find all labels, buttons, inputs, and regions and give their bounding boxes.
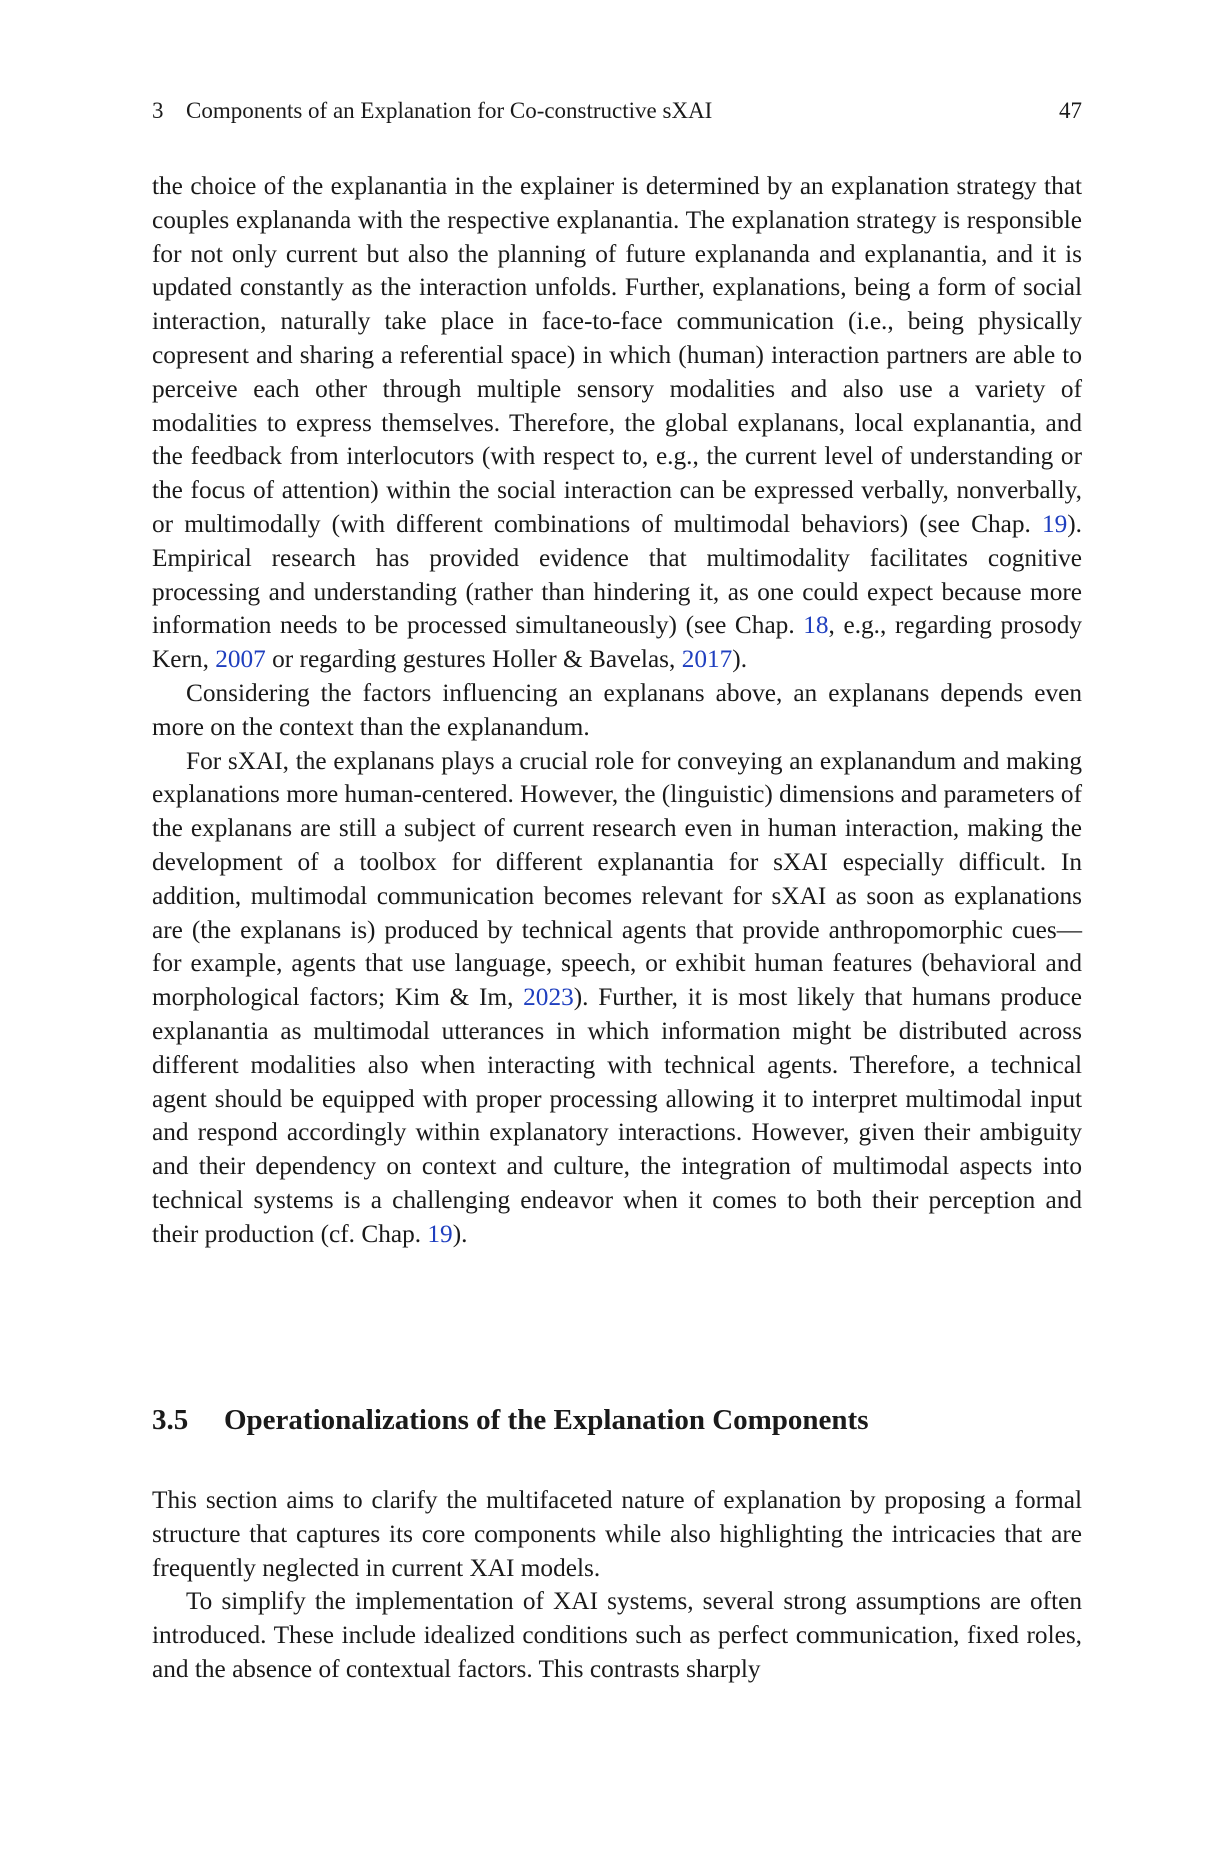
paragraph-text: ). xyxy=(732,645,748,674)
paragraph-1 xyxy=(152,170,1082,677)
citation-link[interactable]: 2007 xyxy=(215,645,266,674)
chapter-number: 3 xyxy=(152,98,164,123)
chapter-reference-link[interactable]: 18 xyxy=(803,611,829,640)
section-number: 3.5 xyxy=(152,1404,189,1436)
paragraph-text: ). xyxy=(452,1219,468,1248)
citation-link[interactable]: 2023 xyxy=(523,983,574,1012)
chapter-reference-link[interactable]: 19 xyxy=(427,1219,453,1248)
chapter-reference-link[interactable]: 19 xyxy=(1041,509,1068,538)
paragraph-2: Considering the factors influencing an explanans above, an explanans depends even more on the context than the explanandum. xyxy=(152,678,1082,741)
paragraph-text: , e.g., regarding prosody Kern, xyxy=(152,611,1082,674)
running-head xyxy=(152,96,1082,126)
paragraph-4: This section aims to clarify the multifaceted nature of explanation by proposing a formal structure that captures its core components while also highlighting the intricacies that are frequently neglected in current XAI models. xyxy=(152,1486,1082,1582)
section-heading xyxy=(152,1402,1082,1438)
paragraph-text: ). Empirical research has provided evidence that multimodality facilitates cognitive processing and understanding (rather than hindering it, as one could expect because more information needs to be processed simultaneously) (see Chap. xyxy=(152,509,1082,640)
paragraph-text: ). Further, it is most likely that humans produce explanantia as multimodal utterances in which information might be distributed across different modalities also when interacting with technical agents. Therefore, a technical agent should be equipped with proper processing allowing it to interpret multimodal input and respond accordingly within explanatory interactions. However, given their ambiguity and their dependency on context and culture, the integration of multimodal aspects into technical systems is a challenging endeavor when it comes to both their perception and their production (cf. Chap. xyxy=(152,983,1082,1248)
paragraph-5: To simplify the implementation of XAI systems, several strong assumptions are often introduced. These include idealized conditions such as perfect communication, fixed roles, and the absence of contextual factors. This contrasts sharply xyxy=(152,1587,1082,1683)
page-number: 47 xyxy=(1059,98,1082,123)
paragraph-text: the choice of the explanantia in the explainer is determined by an explanation strategy that couples explananda with the respective explanantia. The explanation strategy is responsible for not only current but also the planning of future explananda and explanantia, and it is updated constantly as the interaction unfolds. Further, explanations, being a form of social interaction, naturally take place in face-to-face communication (i.e., being physically copresent and sharing a referential space) in which (human) interaction partners are able to perceive each other through multiple sensory modalities and also use a variety of modalities to express themselves. Therefore, the global explanans, local explanantia, and the feedback from interlocutors (with respect to, e.g., the current level of understanding or the focus of attention) within the social interaction can be expressed verbally, nonverbally, or multimodally (with different combinations of multimodal behaviors) (see Chap. xyxy=(152,172,1082,538)
paragraph-3 xyxy=(152,745,1082,1252)
paragraph-text: or regarding gestures Holler & Bavelas, xyxy=(265,645,682,674)
section-title: Operationalizations of the Explanation Components xyxy=(224,1404,869,1436)
paragraph-text: For sXAI, the explanans plays a crucial role for conveying an explanandum and making explanations more human-centered. However, the (linguistic) dimensions and parameters of the explanans are still a subject of current research even in human interaction, making the development of a toolbox for different explanantia for sXAI especially difficult. In addition, multimodal communication becomes relevant for sXAI as soon as explanations are (the explanans is) produced by technical agents that provide anthropomorphic cues—for example, agents that use language, speech, or exhibit human features (behavioral and morphological factors; Kim & Im, xyxy=(152,746,1082,1012)
body-text-lower xyxy=(152,1484,1082,1687)
citation-link[interactable]: 2017 xyxy=(681,645,733,674)
body-text-upper xyxy=(152,170,1082,1252)
chapter-title: Components of an Explanation for Co-constructive sXAI xyxy=(186,98,713,123)
